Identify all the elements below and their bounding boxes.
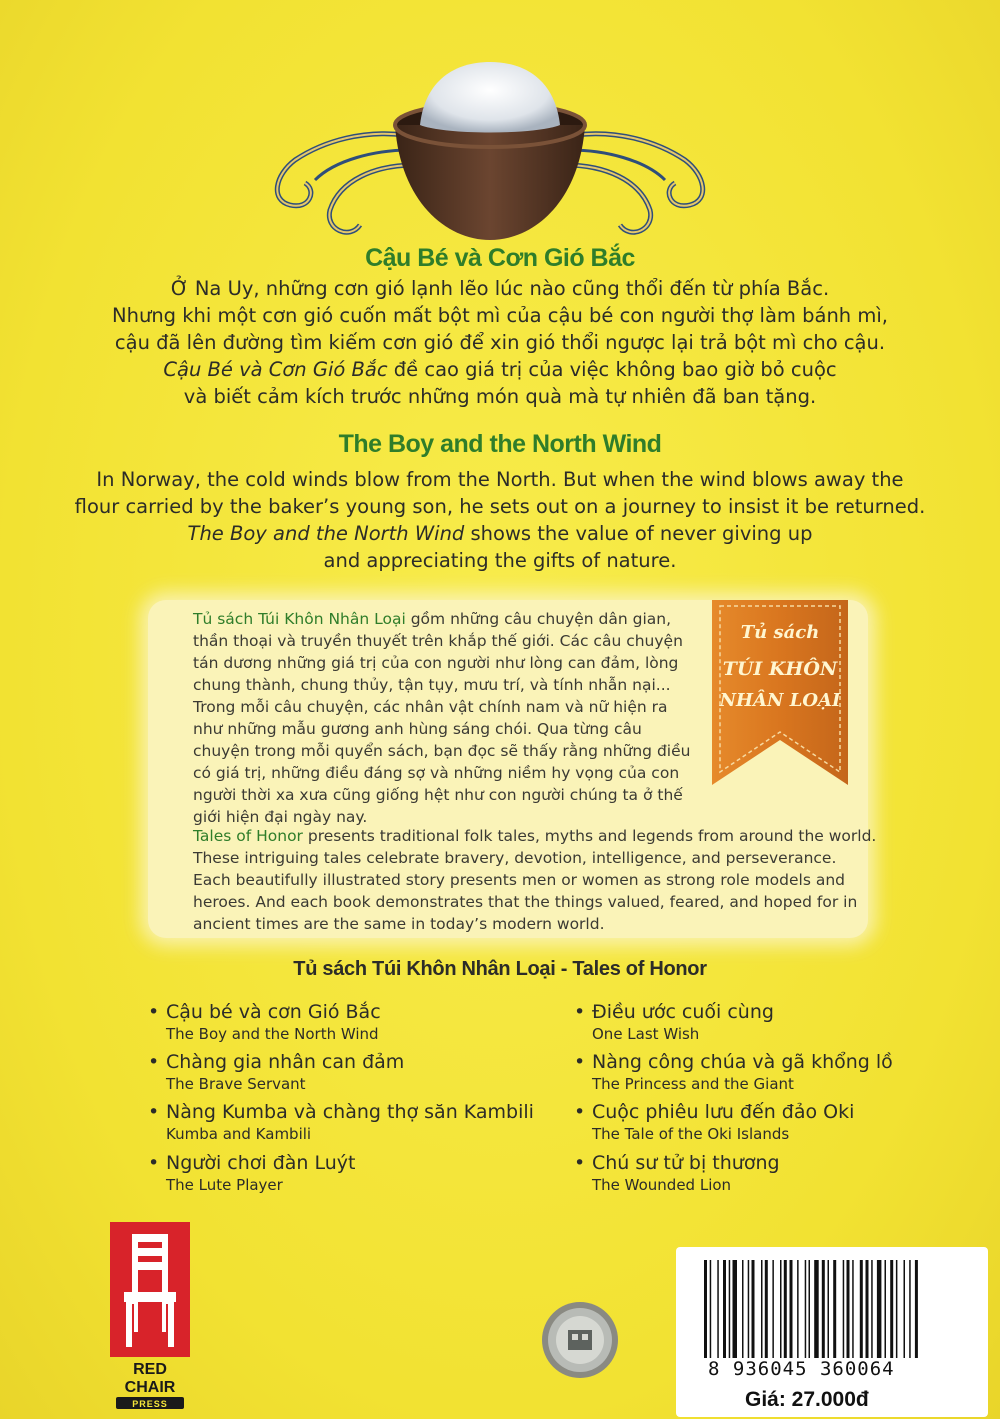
description-line [193, 825, 876, 847]
italic-book-title: The Boy and the North Wind [187, 522, 465, 545]
book-title-vietnamese: • Nàng Kumba và chàng thợ săn Kambili [148, 1100, 534, 1124]
description-line: Trong mỗi câu chuyện, các nhân vật chính nam và nữ hiện ra [193, 698, 668, 716]
book-list-item [574, 1000, 774, 1044]
description-line: These intriguing tales celebrate bravery, devotion, intelligence, and perseverance. [193, 849, 837, 867]
book-title-english: Kumba and Kambili [166, 1125, 312, 1143]
description-line: tán dương những giá trị của con người như lòng can đảm, lòng [193, 654, 679, 672]
book-title-english: The Boy and the North Wind [166, 1025, 379, 1043]
book-list-item [148, 1100, 534, 1144]
description-line: ancient times are the same in today’s modern world. [193, 915, 605, 933]
logo-text-red: RED [133, 1361, 167, 1378]
description-line-rest: presents traditional folk tales, myths and legends from around the world. [307, 827, 877, 845]
book-title-english: The Brave Servant [166, 1075, 306, 1093]
summary-line: Nhưng khi một cơn gió cuốn mất bột mì của cậu bé con người thợ làm bánh mì, [112, 304, 888, 327]
description-line: như những mẫu gương anh hùng sáng chói. Qua từng câu [193, 720, 642, 738]
logo-text-chair: CHAIR [124, 1379, 176, 1396]
summary-line: In Norway, the cold winds blow from the North. But when the wind blows away the [96, 468, 904, 491]
description-line: chung thành, chung thủy, tận tụy, mưu trí, và tính nhẫn nại... [193, 676, 671, 694]
logo-text-press: PRESS [132, 1399, 168, 1409]
ribbon-text-line2: TÚI KHÔN [722, 658, 838, 680]
book-title-vietnamese: • Chàng gia nhân can đảm [148, 1050, 404, 1074]
summary-line: Ở Na Uy, những cơn gió lạnh lẽo lúc nào cũng thổi đến từ phía Bắc. [170, 277, 830, 300]
summary-line: và biết cảm kích trước những món quà mà tự nhiên đã ban tặng. [183, 385, 817, 408]
book-list-item [574, 1100, 854, 1144]
summary-line: and appreciating the gifts of nature. [323, 549, 677, 572]
english-summary [0, 466, 1000, 574]
book-list-item [148, 1050, 404, 1094]
series-ribbon-badge [700, 600, 860, 790]
book-list-item [574, 1050, 893, 1094]
summary-line: flour carried by the baker’s young son, he sets out on a journey to insist it be returned. [74, 495, 926, 518]
red-chair-press-logo [110, 1222, 190, 1410]
summary-line-rest: shows the value of never giving up [470, 522, 813, 545]
italic-book-title: Cậu Bé và Cơn Gió Bắc [163, 358, 388, 381]
series-name-highlight: Tales of Honor [193, 827, 303, 845]
book-title-vietnamese: • Chú sư tử bị thương [574, 1151, 780, 1175]
series-description-english [193, 825, 876, 935]
description-line: giới hiện đại ngày nay. [193, 808, 368, 826]
description-line: người thời xa xưa cũng giống hệt như con người chúng ta ở thế [193, 786, 683, 804]
book-title-vietnamese: • Người chơi đàn Luýt [148, 1151, 355, 1175]
book-list-item [574, 1151, 780, 1195]
series-name-highlight: Tủ sách Túi Khôn Nhân Loại [193, 610, 406, 628]
description-line: có giá trị, những điều đáng sợ và những niềm hy vọng của con [193, 764, 680, 782]
vietnamese-summary [0, 275, 1000, 410]
book-list-item [148, 1000, 381, 1044]
description-line: thần thoại và truyền thuyết trên khắp thế giới. Các câu chuyện [193, 632, 683, 650]
barcode-number: 8 936045 360064 [708, 1358, 895, 1380]
flour-bowl-illustration [255, 40, 725, 250]
english-title: The Boy and the North Wind [338, 430, 662, 458]
description-line: heroes. And each book demonstrates that the things valued, feared, and hoped for in [193, 893, 858, 911]
book-title-english: The Wounded Lion [592, 1176, 732, 1194]
ribbon-text-line1: Tủ sách [740, 622, 820, 643]
book-title-vietnamese: • Nàng công chúa và gã khổng lồ [574, 1050, 893, 1074]
book-title-vietnamese: • Điều ước cuối cùng [574, 1000, 774, 1024]
barcode-icon [700, 1260, 970, 1358]
book-title-english: The Lute Player [166, 1176, 283, 1194]
series-list-title: Tủ sách Túi Khôn Nhân Loại - Tales of Honor [293, 958, 707, 980]
summary-line [0, 356, 1000, 383]
book-title-english: The Tale of the Oki Islands [592, 1125, 790, 1143]
description-line: chuyện trong mỗi quyển sách, bạn đọc sẽ thấy rằng những điều [193, 742, 691, 760]
description-line: Each beautifully illustrated story presents men or women as strong role models and [193, 871, 845, 889]
summary-line [0, 520, 1000, 547]
description-line-rest: gồm những câu chuyện dân gian, [410, 610, 672, 628]
book-title-english: The Princess and the Giant [592, 1075, 794, 1093]
summary-line: cậu đã lên đường tìm kiếm cơn gió để xin gió thổi ngược lại trả bột mì cho cậu. [114, 331, 886, 354]
vietnamese-title: Cậu Bé và Cơn Gió Bắc [365, 244, 635, 272]
book-title-vietnamese: • Cuộc phiêu lưu đến đảo Oki [574, 1100, 854, 1124]
book-title-vietnamese: • Cậu bé và cơn Gió Bắc [148, 1000, 381, 1024]
hologram-seal-icon [540, 1300, 620, 1380]
description-line [193, 608, 690, 630]
summary-line-rest: đề cao giá trị của việc không bao giờ bỏ cuộc [393, 358, 837, 381]
book-title-english: One Last Wish [592, 1025, 700, 1043]
book-list-item [148, 1151, 355, 1195]
ribbon-text-line3: NHÂN LOẠI [719, 690, 841, 711]
price-label: Giá: 27.000đ [745, 1388, 869, 1411]
series-description-vietnamese [193, 608, 690, 828]
